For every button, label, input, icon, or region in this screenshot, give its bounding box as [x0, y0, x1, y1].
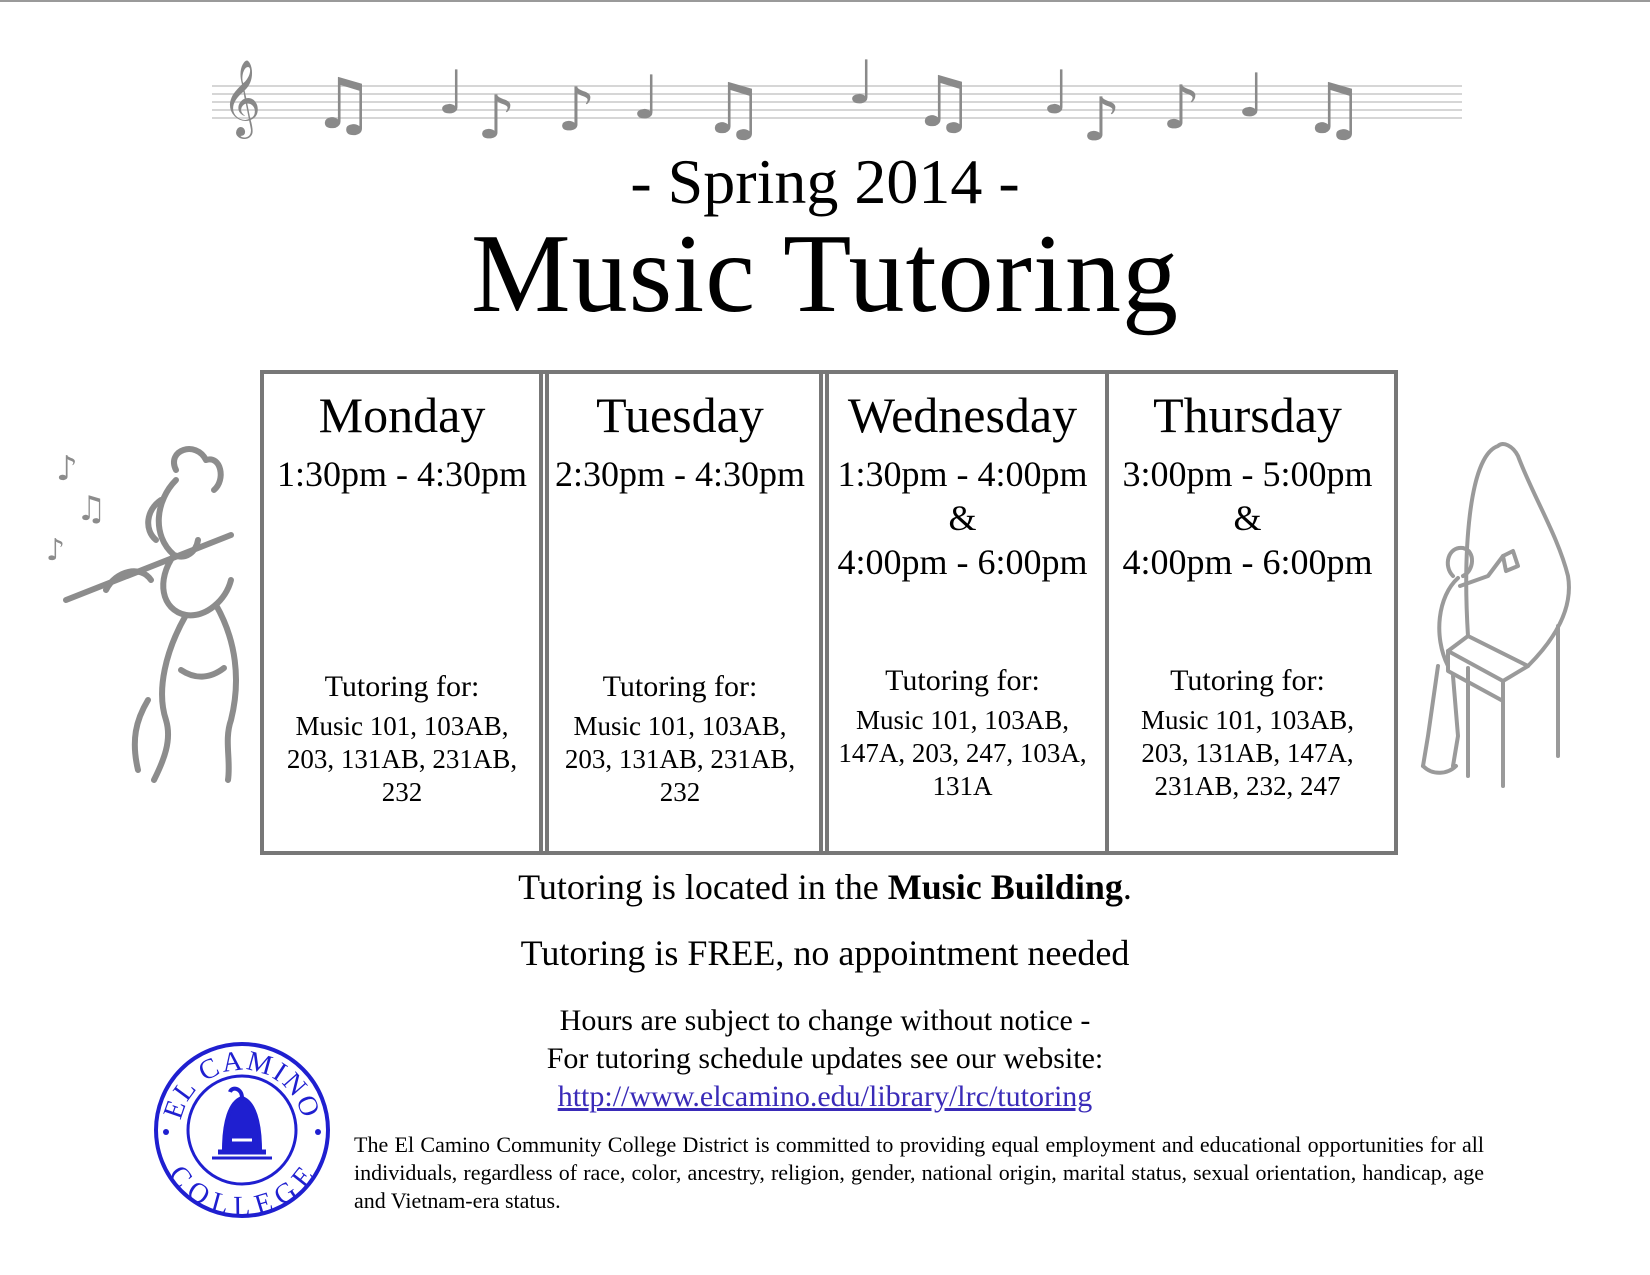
page-title: Music Tutoring: [471, 212, 1179, 336]
day-column-wednesday: [820, 374, 1105, 851]
tutoring-schedule-table: [260, 370, 1398, 855]
beamed-notes-icon: ♫: [1302, 68, 1365, 148]
beamed-notes-icon: ♫: [312, 63, 375, 145]
quarter-note-icon: ♩: [632, 63, 661, 133]
top-rule: [0, 0, 1650, 2]
day-name: Tuesday: [596, 387, 764, 443]
eighth-note-icon: ♪: [56, 449, 78, 489]
eighth-note-icon: ♪: [1082, 85, 1121, 148]
quarter-note-icon: ♩: [1042, 58, 1071, 128]
time-slot: 1:30pm - 4:30pm: [277, 454, 527, 494]
beamed-notes-icon: ♫: [912, 61, 975, 143]
location-text: Tutoring is located in the: [518, 867, 888, 907]
el-camino-college-seal: [152, 1040, 332, 1220]
course-list: Music 101, 103AB, 203, 131AB, 147A, 231AB, 232, 247: [1140, 705, 1354, 801]
bell-icon: [212, 1089, 272, 1158]
tutoring-for-label: Tutoring for:: [602, 670, 758, 703]
beamed-notes-icon: ♫: [76, 489, 107, 529]
tutoring-for-label: Tutoring for:: [324, 670, 480, 703]
course-list: Music 101, 103AB, 203, 131AB, 231AB, 232: [564, 711, 796, 807]
beamed-notes-icon: ♫: [702, 68, 765, 148]
time-slot-list: [820, 452, 1105, 584]
time-slot: 1:30pm - 4:00pm: [837, 454, 1088, 494]
day-name: Monday: [318, 387, 486, 443]
notice-line: Hours are subject to change without notice -: [559, 1004, 1091, 1037]
tutoring-for-label: Tutoring for:: [1170, 664, 1325, 697]
notice-line: For tutoring schedule updates see our website:: [546, 1042, 1104, 1075]
free-note: Tutoring is FREE, no appointment needed: [520, 933, 1130, 973]
quarter-note-icon: ♩: [437, 58, 466, 128]
treble-clef-icon: 𝄞: [222, 59, 262, 136]
day-column-thursday: [1105, 374, 1386, 851]
location-period: .: [1122, 867, 1132, 907]
course-list: Music 101, 103AB, 147A, 203, 247, 103A, 131A: [838, 705, 1087, 801]
course-list: Music 101, 103AB, 203, 131AB, 231AB, 232: [286, 711, 518, 807]
semester-heading: - Spring 2014 -: [630, 146, 1020, 217]
tutoring-for-label: Tutoring for:: [885, 664, 1040, 697]
eighth-note-icon: ♪: [557, 75, 596, 145]
flute-player-illustration: [46, 440, 246, 820]
day-column-monday: [264, 374, 540, 851]
time-slot: 4:00pm - 6:00pm: [1122, 542, 1373, 582]
eeo-statement: The El Camino Community College District is committed to providing equal employment and educational opportunities for all individuals, regardless of race, color, ancestry, religion, gender, national origin, marital status, sexual orientation, handicap, age and Vietnam-era status.: [354, 1132, 1484, 1213]
tutoring-website-link[interactable]: http://www.elcamino.edu/library/lrc/tutoring: [557, 1080, 1093, 1113]
day-column-tuesday: [540, 374, 820, 851]
location-building: Music Building: [887, 867, 1123, 907]
time-separator: &: [1233, 498, 1262, 538]
eighth-note-icon: ♪: [1162, 73, 1201, 143]
time-slot-list: [1109, 452, 1386, 584]
seal-bottom-text: COLLEGE: [162, 1159, 322, 1220]
eighth-note-icon: ♪: [477, 83, 516, 148]
time-separator: &: [948, 498, 977, 538]
seal-top-text: EL CAMINO: [157, 1045, 327, 1123]
day-name: Thursday: [1153, 387, 1342, 443]
pianist-illustration: [1408, 436, 1588, 816]
eighth-note-icon: ♪: [46, 533, 66, 568]
day-name: Wednesday: [847, 387, 1078, 443]
time-slot: 2:30pm - 4:30pm: [555, 454, 805, 494]
quarter-note-icon: ♩: [1237, 61, 1266, 131]
quarter-note-icon: ♩: [847, 58, 876, 118]
time-slot: 4:00pm - 6:00pm: [837, 542, 1088, 582]
location-note: [0, 868, 1650, 908]
time-slot: 3:00pm - 5:00pm: [1122, 454, 1373, 494]
music-notes-banner: [212, 58, 1462, 148]
svg-text:COLLEGE: [162, 1160, 322, 1220]
